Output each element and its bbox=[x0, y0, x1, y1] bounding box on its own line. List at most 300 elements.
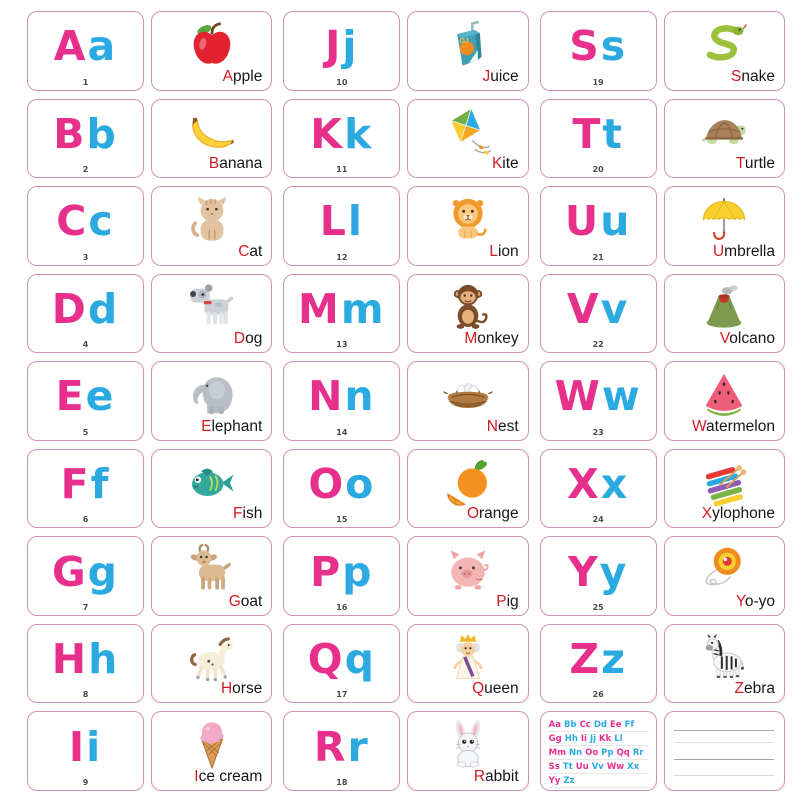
word-label bbox=[238, 243, 262, 260]
letter-uppercase: J bbox=[325, 22, 343, 71]
word-label bbox=[221, 680, 262, 697]
elephant-icon bbox=[186, 369, 238, 421]
letter-card-a bbox=[27, 11, 144, 91]
letter-pair bbox=[567, 547, 629, 596]
word-label bbox=[736, 155, 775, 172]
letter-pair bbox=[566, 284, 630, 333]
picture-card-queen bbox=[407, 624, 528, 704]
rabbit-icon bbox=[442, 719, 494, 771]
letter-uppercase: A bbox=[53, 22, 88, 71]
letter-pair bbox=[60, 460, 111, 509]
goat-icon bbox=[186, 544, 238, 596]
watermelon-icon bbox=[698, 369, 750, 421]
alphabet-index-row bbox=[549, 774, 649, 788]
word-rest: ylophone bbox=[712, 505, 775, 523]
letter-uppercase: O bbox=[308, 460, 346, 509]
letter-uppercase: G bbox=[51, 547, 88, 596]
letter-uppercase: N bbox=[308, 372, 345, 421]
card-number: 5 bbox=[82, 427, 89, 437]
word-initial: Y bbox=[735, 592, 745, 610]
word-label bbox=[692, 418, 775, 435]
card-number: 6 bbox=[82, 515, 89, 525]
alphabet-pair: Gg bbox=[548, 733, 562, 744]
picture-card-cat bbox=[151, 186, 272, 266]
word-label bbox=[229, 593, 263, 610]
svg-text:OJ: OJ bbox=[459, 37, 469, 45]
letter-lowercase: c bbox=[88, 197, 115, 246]
letter-pair bbox=[572, 109, 624, 158]
card-number: 9 bbox=[82, 778, 89, 787]
letter-lowercase: h bbox=[88, 635, 120, 684]
letter-uppercase: P bbox=[310, 547, 343, 596]
xylophone-icon bbox=[698, 457, 750, 509]
word-initial: J bbox=[482, 67, 491, 85]
letter-uppercase: T bbox=[572, 109, 603, 158]
letter-card-i bbox=[27, 711, 144, 791]
letter-card-m bbox=[283, 274, 400, 354]
flashcard-pair-s bbox=[540, 11, 785, 91]
card-number: 4 bbox=[82, 340, 89, 350]
letter-pair bbox=[569, 635, 627, 684]
flashcard-pair-n bbox=[283, 361, 528, 441]
alphabet-pair: Rr bbox=[632, 747, 644, 758]
word-initial: D bbox=[233, 330, 246, 348]
letter-card-p bbox=[283, 536, 400, 616]
letter-lowercase: s bbox=[600, 22, 628, 71]
picture-card-pig bbox=[407, 536, 528, 616]
juice-icon bbox=[442, 19, 494, 71]
flashcard-pair-b bbox=[27, 99, 272, 179]
alphabet-index-card bbox=[540, 711, 657, 791]
card-number: 17 bbox=[336, 690, 348, 700]
flashcard-pair-k bbox=[283, 99, 528, 179]
alphabet-index-row bbox=[549, 746, 649, 760]
card-number: 22 bbox=[592, 340, 604, 350]
picture-card-umbrella bbox=[664, 186, 785, 266]
letter-lowercase: v bbox=[600, 284, 630, 333]
letter-pair bbox=[564, 197, 632, 246]
word-label bbox=[464, 330, 518, 347]
flashcard-pair-a bbox=[27, 11, 272, 91]
letter-lowercase: k bbox=[344, 109, 374, 158]
flashcard-pair-m bbox=[283, 274, 528, 354]
letter-pair bbox=[308, 460, 376, 509]
alphabet-index-row bbox=[549, 760, 649, 774]
alphabet-pair: Vv bbox=[591, 761, 604, 772]
apple-icon bbox=[186, 19, 238, 71]
letter-uppercase: U bbox=[564, 197, 601, 246]
word-initial: P bbox=[496, 592, 507, 610]
word-initial: C bbox=[238, 242, 250, 260]
letter-card-d bbox=[27, 274, 144, 354]
alphabet-pair: Yy bbox=[548, 775, 561, 786]
ice-cream-icon bbox=[186, 719, 238, 771]
letter-uppercase: X bbox=[567, 460, 601, 509]
word-initial: O bbox=[466, 505, 479, 523]
word-rest: urtle bbox=[744, 155, 775, 173]
alphabet-pair: Jj bbox=[589, 733, 597, 744]
letter-pair bbox=[313, 722, 370, 771]
card-number: 8 bbox=[82, 690, 89, 700]
flashcard-pair-w bbox=[540, 361, 785, 441]
card-number: 21 bbox=[592, 252, 604, 262]
zebra-icon bbox=[698, 632, 750, 684]
turtle-icon bbox=[698, 106, 750, 158]
word-rest: mbrella bbox=[724, 242, 775, 260]
picture-card-volcano bbox=[664, 274, 785, 354]
letter-pair bbox=[554, 372, 642, 421]
alphabet-pair: Zz bbox=[563, 775, 575, 786]
alphabet-index-row bbox=[549, 718, 649, 732]
flashcard-pair-h bbox=[27, 624, 272, 704]
picture-card-horse bbox=[151, 624, 272, 704]
word-rest: ebra bbox=[743, 680, 775, 698]
card-number: 26 bbox=[592, 690, 604, 700]
alphabet-pair: Tt bbox=[562, 761, 573, 772]
word-label bbox=[713, 243, 775, 260]
flashcard-pair-r bbox=[283, 711, 528, 791]
writing-line bbox=[674, 775, 774, 776]
alphabet-pair: Ee bbox=[609, 719, 622, 730]
word-rest: orse bbox=[232, 680, 263, 698]
letter-card-r bbox=[283, 711, 400, 791]
word-rest: nake bbox=[741, 67, 775, 85]
alphabet-pair: Mm bbox=[548, 747, 566, 758]
letter-card-z bbox=[540, 624, 657, 704]
monkey-icon bbox=[442, 281, 494, 333]
word-label bbox=[489, 243, 518, 260]
word-rest: est bbox=[497, 417, 519, 435]
picture-card-rabbit bbox=[407, 711, 528, 791]
card-number: 7 bbox=[82, 602, 89, 612]
word-label bbox=[731, 68, 775, 85]
letter-card-l bbox=[283, 186, 400, 266]
letter-pair bbox=[310, 547, 374, 596]
alphabet-pair: Kk bbox=[599, 733, 612, 744]
yo-yo-icon bbox=[698, 544, 750, 596]
letter-pair bbox=[55, 372, 116, 421]
letter-uppercase: B bbox=[53, 109, 87, 158]
alphabet-pair: Qq bbox=[616, 747, 630, 758]
picture-card-yo-yo bbox=[664, 536, 785, 616]
letter-pair bbox=[68, 722, 103, 771]
alphabet-pair: Oo bbox=[585, 747, 599, 758]
letter-uppercase: Y bbox=[567, 547, 600, 596]
picture-card-ice-cream bbox=[151, 711, 272, 791]
letter-pair bbox=[53, 109, 118, 158]
word-initial: F bbox=[233, 505, 243, 523]
alphabet-pair: Ss bbox=[548, 761, 560, 772]
letter-pair bbox=[567, 460, 630, 509]
letter-lowercase: d bbox=[87, 284, 120, 333]
word-initial: K bbox=[491, 155, 503, 173]
letter-card-t bbox=[540, 99, 657, 179]
letter-uppercase: H bbox=[51, 635, 89, 684]
flashcard-pair-g bbox=[27, 536, 272, 616]
picture-card-elephant bbox=[151, 361, 272, 441]
card-number: 15 bbox=[336, 515, 348, 525]
letter-card-o bbox=[283, 449, 400, 529]
card-number: 1 bbox=[82, 77, 89, 87]
letter-pair bbox=[51, 547, 119, 596]
letter-uppercase: W bbox=[554, 372, 602, 421]
letter-pair bbox=[53, 22, 118, 71]
flashcard-pair-x bbox=[540, 449, 785, 529]
letter-pair bbox=[51, 284, 120, 333]
letter-lowercase: w bbox=[601, 372, 642, 421]
letter-uppercase: Q bbox=[307, 635, 345, 684]
word-label bbox=[734, 680, 775, 697]
letter-uppercase: S bbox=[569, 22, 601, 71]
letter-card-n bbox=[283, 361, 400, 441]
card-number: 13 bbox=[336, 340, 348, 350]
card-number: 18 bbox=[336, 778, 348, 787]
alphabet-pair: Ff bbox=[624, 719, 635, 730]
picture-card-snake bbox=[664, 11, 785, 91]
word-label bbox=[474, 768, 519, 785]
word-label bbox=[702, 505, 775, 522]
letter-pair bbox=[569, 22, 628, 71]
alphabet-pair: Xx bbox=[627, 761, 640, 772]
word-label bbox=[209, 155, 262, 172]
card-number: 3 bbox=[82, 252, 89, 262]
picture-card-orange bbox=[407, 449, 528, 529]
letter-pair bbox=[56, 197, 115, 246]
alphabet-pair: Cc bbox=[579, 719, 591, 730]
kite-icon bbox=[442, 106, 494, 158]
word-initial: T bbox=[735, 155, 745, 173]
dog-icon bbox=[186, 281, 238, 333]
word-label bbox=[736, 593, 775, 610]
picture-card-nest bbox=[407, 361, 528, 441]
letter-lowercase: a bbox=[87, 22, 118, 71]
letter-uppercase: D bbox=[51, 284, 88, 333]
letter-lowercase: o bbox=[345, 460, 376, 509]
word-rest: og bbox=[245, 330, 263, 348]
letter-lowercase: p bbox=[342, 547, 374, 596]
word-initial: E bbox=[201, 417, 212, 435]
volcano-icon bbox=[698, 281, 750, 333]
flashcard-pair-t bbox=[540, 99, 785, 179]
letter-card-w bbox=[540, 361, 657, 441]
flashcard-pair-e bbox=[27, 361, 272, 441]
letter-uppercase: Z bbox=[569, 635, 602, 684]
card-column-2 bbox=[283, 11, 528, 791]
picture-card-xylophone bbox=[664, 449, 785, 529]
letter-lowercase: q bbox=[344, 635, 376, 684]
word-label bbox=[720, 330, 775, 347]
flashcard-pair-q bbox=[283, 624, 528, 704]
letter-lowercase: i bbox=[86, 722, 103, 771]
flashcard-pair-c bbox=[27, 186, 272, 266]
alphabet-pair: Dd bbox=[593, 719, 607, 730]
word-label bbox=[467, 505, 519, 522]
writing-lines-card bbox=[664, 711, 785, 791]
letter-card-s bbox=[540, 11, 657, 91]
alphabet-pair: Ww bbox=[606, 761, 625, 772]
letter-lowercase: j bbox=[342, 22, 359, 71]
word-label bbox=[496, 593, 518, 610]
flashcard-pair-p bbox=[283, 536, 528, 616]
word-rest: abbit bbox=[485, 767, 519, 785]
word-label bbox=[234, 330, 262, 347]
word-rest: ig bbox=[506, 592, 519, 610]
snake-icon bbox=[698, 19, 750, 71]
word-label bbox=[223, 68, 263, 85]
lion-icon bbox=[442, 194, 494, 246]
letter-lowercase: b bbox=[86, 109, 118, 158]
letter-uppercase: L bbox=[319, 197, 348, 246]
word-initial: M bbox=[464, 330, 478, 348]
letter-uppercase: F bbox=[60, 460, 91, 509]
alphabet-index-row bbox=[549, 732, 649, 746]
card-number: 12 bbox=[336, 252, 348, 262]
word-label bbox=[492, 155, 519, 172]
picture-card-juice bbox=[407, 11, 528, 91]
flashcard-pair-l bbox=[283, 186, 528, 266]
word-label bbox=[487, 418, 519, 435]
letter-card-v bbox=[540, 274, 657, 354]
umbrella-icon bbox=[698, 194, 750, 246]
picture-card-monkey bbox=[407, 274, 528, 354]
word-initial: B bbox=[208, 155, 220, 173]
picture-card-lion bbox=[407, 186, 528, 266]
flashcard-pair-v bbox=[540, 274, 785, 354]
cat-icon bbox=[186, 194, 238, 246]
word-initial: H bbox=[220, 680, 233, 698]
horse-icon bbox=[186, 632, 238, 684]
word-rest: atermelon bbox=[706, 417, 775, 435]
card-number: 25 bbox=[592, 602, 604, 612]
orange-icon bbox=[442, 457, 494, 509]
letter-uppercase: K bbox=[310, 109, 345, 158]
letter-lowercase: u bbox=[600, 197, 632, 246]
card-number: 16 bbox=[336, 602, 348, 612]
letter-lowercase: e bbox=[85, 372, 116, 421]
letter-card-j bbox=[283, 11, 400, 91]
alphabet-pair: Ll bbox=[614, 733, 623, 744]
card-number: 19 bbox=[592, 77, 604, 87]
card-number: 10 bbox=[336, 77, 348, 87]
writing-line bbox=[674, 759, 774, 760]
word-rest: ce cream bbox=[198, 767, 263, 785]
letter-card-f bbox=[27, 449, 144, 529]
writing-line bbox=[674, 742, 774, 743]
fish-icon bbox=[186, 457, 238, 509]
letter-uppercase: V bbox=[566, 284, 601, 333]
card-number: 24 bbox=[592, 515, 604, 525]
letter-uppercase: E bbox=[55, 372, 86, 421]
letter-pair bbox=[310, 109, 374, 158]
alphabet-pair: Hh bbox=[564, 733, 578, 744]
letter-lowercase: x bbox=[600, 460, 630, 509]
word-rest: onkey bbox=[477, 330, 519, 348]
word-initial: Z bbox=[734, 680, 744, 698]
alphabet-index-and-writing-pair bbox=[540, 711, 785, 791]
picture-card-watermelon bbox=[664, 361, 785, 441]
word-rest: ite bbox=[502, 155, 519, 173]
word-rest: ueen bbox=[484, 680, 519, 698]
word-rest: uice bbox=[490, 67, 519, 85]
letter-card-q bbox=[283, 624, 400, 704]
flashcard-pair-z bbox=[540, 624, 785, 704]
word-rest: at bbox=[249, 242, 263, 260]
word-rest: anana bbox=[219, 155, 263, 173]
word-initial: G bbox=[228, 592, 241, 610]
word-initial: A bbox=[222, 67, 234, 85]
picture-card-zebra bbox=[664, 624, 785, 704]
picture-card-kite bbox=[407, 99, 528, 179]
flashcard-pair-i bbox=[27, 711, 272, 791]
alphabet-pair: Nn bbox=[568, 747, 583, 758]
card-column-1 bbox=[27, 11, 272, 791]
card-number: 2 bbox=[82, 165, 89, 175]
word-rest: range bbox=[479, 505, 519, 523]
letter-lowercase: m bbox=[340, 284, 386, 333]
word-label bbox=[233, 505, 262, 522]
letter-lowercase: r bbox=[347, 722, 370, 771]
picture-card-turtle bbox=[664, 99, 785, 179]
alphabet-pair: Aa bbox=[548, 719, 561, 730]
letter-card-g bbox=[27, 536, 144, 616]
letter-pair bbox=[319, 197, 364, 246]
letter-lowercase: z bbox=[601, 635, 627, 684]
word-initial: S bbox=[731, 67, 742, 85]
writing-line bbox=[674, 730, 774, 731]
card-number: 20 bbox=[592, 165, 604, 175]
card-number: 14 bbox=[336, 427, 348, 437]
picture-card-dog bbox=[151, 274, 272, 354]
word-label bbox=[201, 418, 262, 435]
letter-lowercase: n bbox=[344, 372, 376, 421]
letter-uppercase: C bbox=[56, 197, 89, 246]
word-rest: olcano bbox=[729, 330, 775, 348]
word-rest: ion bbox=[497, 242, 519, 260]
alphabet-pair: Uu bbox=[575, 761, 589, 772]
letter-pair bbox=[51, 635, 120, 684]
letter-pair bbox=[298, 284, 386, 333]
letter-card-y bbox=[540, 536, 657, 616]
letter-lowercase: g bbox=[87, 547, 119, 596]
letter-uppercase: R bbox=[313, 722, 348, 771]
letter-pair bbox=[307, 635, 376, 684]
word-initial: I bbox=[194, 767, 199, 785]
queen-icon bbox=[442, 632, 494, 684]
picture-card-goat bbox=[151, 536, 272, 616]
word-initial: L bbox=[489, 242, 498, 260]
banana-icon bbox=[186, 106, 238, 158]
picture-card-banana bbox=[151, 99, 272, 179]
word-initial: V bbox=[719, 330, 730, 348]
flashcard-pair-d bbox=[27, 274, 272, 354]
letter-uppercase: I bbox=[68, 722, 87, 771]
alphabet-pair: Ii bbox=[580, 733, 587, 744]
letter-lowercase: y bbox=[599, 547, 629, 596]
word-rest: oat bbox=[240, 592, 263, 610]
flashcard-pair-j bbox=[283, 11, 528, 91]
flashcard-pair-o bbox=[283, 449, 528, 529]
letter-lowercase: l bbox=[347, 197, 364, 246]
word-initial: Q bbox=[472, 680, 485, 698]
card-number: 23 bbox=[592, 427, 604, 437]
letter-uppercase: M bbox=[298, 284, 341, 333]
letter-card-c bbox=[27, 186, 144, 266]
word-initial: N bbox=[486, 417, 498, 435]
letter-card-h bbox=[27, 624, 144, 704]
word-rest: o-yo bbox=[744, 592, 775, 610]
flashcard-pair-u bbox=[540, 186, 785, 266]
letter-card-x bbox=[540, 449, 657, 529]
